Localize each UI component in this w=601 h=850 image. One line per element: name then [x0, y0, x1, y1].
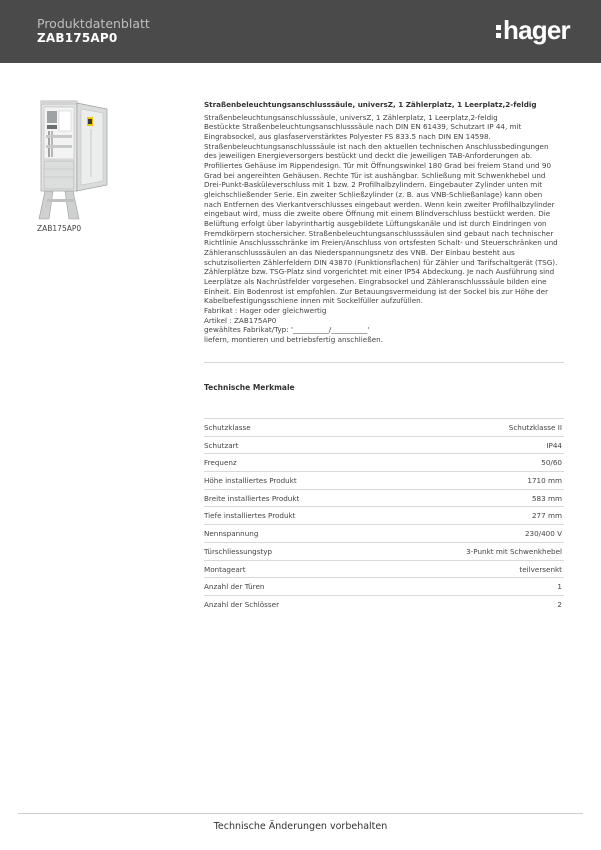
spec-value: 2	[557, 599, 562, 609]
description-line: nach Entfernen des Vierkantverschlusses eingebaut werden. Wenn kein zweiter Profilhalbzylinder	[204, 199, 555, 209]
spec-value: 1710 mm	[527, 476, 562, 486]
technical-specs-table	[204, 418, 564, 613]
description-line: Grad bei angereihten Gehäusen. Rechte Tür ist aushängbar. Schließung mit Schwenkhebel und	[204, 170, 546, 180]
document-header	[0, 0, 601, 63]
spec-label: Tiefe installiertes Produkt	[204, 511, 296, 521]
description-line: Leerplätze als Nachrüstfelder vorgesehen. Eingrabsockel und Zähleranschlusssäule bilden eine	[204, 276, 547, 286]
spec-row-nennspannung	[204, 524, 564, 542]
spec-row-hoehe	[204, 471, 564, 489]
spec-row-montageart	[204, 560, 564, 578]
meter-cabinet-image	[35, 99, 111, 221]
description-line: Zählerplätze bzw. TSG-Platz sind vorgerichtet mit einer IP54 Abdeckung. Je nach Ausführung sind	[204, 267, 555, 277]
spec-label: Anzahl der Schlösser	[204, 599, 280, 609]
spec-label: Türschliessungstyp	[204, 546, 273, 556]
spec-label: Breite installiertes Produkt	[204, 493, 300, 503]
description-line: Fremdkörpern stochersicher. Straßenbeleuchtungsanschlusssäulen sind gebaut nach technischer	[204, 228, 554, 238]
description-line: Eingrabsockel, aus glasfaserverstärktes Polyester FS 833.5 nach DIN EN 14598.	[204, 131, 491, 141]
spec-row-schutzart	[204, 436, 564, 454]
spec-label: Schutzklasse	[204, 423, 251, 432]
description-line: Straßenbeleuchtungsanschlusssäule, universZ, 1 Zählerplatz, 1 Leerplatz,2-feldig	[204, 112, 498, 122]
footer-divider	[18, 813, 583, 814]
spec-label: Schutzart	[204, 440, 239, 450]
spec-row-anzahl-schloesser	[204, 595, 564, 613]
spec-row-tiefe	[204, 506, 564, 524]
spec-row-schutzklasse	[204, 418, 564, 436]
technical-section-title: Technische Merkmale	[204, 383, 295, 392]
spec-value: 50/60	[541, 458, 562, 468]
spec-row-frequenz	[204, 453, 564, 471]
manufacturer-line: Fabrikat : Hager oder gleichwertig	[204, 305, 327, 315]
spec-value: 277 mm	[531, 511, 562, 521]
document-code: ZAB175AP0	[37, 31, 118, 45]
spec-value: 583 mm	[531, 493, 562, 503]
spec-row-anzahl-tueren	[204, 577, 564, 595]
description-line: Kabelbefestigungsschiene innen mit Sockelfüller aufzufüllen.	[204, 296, 423, 306]
spec-label: Montageart	[204, 564, 246, 574]
logo-wordmark: hager	[503, 15, 570, 45]
description-line: Zähleranschlusssäulen an das Niederspannungsnetz des VNB. Der Einbau besteht aus	[204, 247, 515, 257]
product-title: Straßenbeleuchtungsanschlusssäule, universZ, 1 Zählerplatz, 1 Leerplatz,2-feldig	[204, 100, 537, 109]
logo-colon-icon	[496, 17, 501, 43]
section-divider	[204, 362, 564, 363]
spec-row-tuerschliessung	[204, 542, 564, 560]
spec-label: Höhe installiertes Produkt	[204, 476, 297, 486]
spec-row-breite	[204, 489, 564, 507]
spec-value: IP44	[546, 440, 562, 450]
spec-label: Nennspannung	[204, 529, 259, 539]
description-line: Einheit. Ein Bodenrost ist empfohlen. Zur Betauungsvermeidung ist der Sockel bis zur Höhe der	[204, 286, 549, 296]
delivery-line: liefern, montieren und betriebsfertig anschließen.	[204, 334, 383, 344]
image-caption: ZAB175AP0	[37, 224, 82, 233]
description-line: des jeweiligen Energieversorgers bestückt und deckt die jeweiligen TAB-Anforderungen ab.	[204, 151, 533, 161]
spec-label: Anzahl der Türen	[204, 582, 265, 592]
chosen-type-line: gewähltes Fabrikat/Typ: '__________/__________'	[204, 325, 370, 335]
description-line: schutzisolierten Zählerfeldern DIN 43870 (Funktionsflachen) für Zähler und Tarifschaltgerät (TSG).	[204, 257, 558, 267]
document-type: Produktdatenblatt	[37, 16, 150, 31]
spec-value: teilversenkt	[519, 564, 562, 574]
description-line: Drei-Punkt-Basküleverschluss mit 1 bzw. 2 Profilhalbzylindern. Eingebauter Zylinder unten mit	[204, 180, 543, 190]
description-line: Belüftung erfolgt über labyrinthartig ausgebildete Lüftungskanäle und ist durch Eindringen von	[204, 218, 547, 228]
description-line: eingebaut wird, muss die zweite obere Öffnung mit einem Blindverschluss bestückt werden. Die	[204, 209, 551, 219]
description-line: Profiliertes Gehäuse im Rippendesign. Tür mit Öffnungswinkel 180 Grad bei freiem Stand und 90	[204, 160, 552, 170]
spec-value: 3-Punkt mit Schwenkhebel	[466, 546, 562, 556]
description-line: Richtlinie Anschlussschränke im Freien/Anschluss von ortsfesten Schalt- und Steuerschränken und	[204, 238, 558, 248]
spec-value: Schutzklasse II	[508, 423, 562, 432]
spec-value: 1	[557, 582, 562, 592]
article-line: Artikel : ZAB175AP0	[204, 315, 277, 325]
spec-label: Frequenz	[204, 458, 237, 468]
description-line: Straßenbeleuchtungsanschlusssäule ist nach den aktuellen technischen Anschlussbedingungen	[204, 141, 549, 151]
description-line: gleichschließender Serie. Ein zweiter Schließzylinder (z. B. aus VNB-Schließanlage) kann oben	[204, 189, 543, 199]
product-description	[204, 113, 569, 345]
description-line: Bestückte Straßenbeleuchtungsanschlusssäule nach DIN EN 61439, Schutzart IP 44, mit	[204, 122, 522, 132]
footer-note: Technische Änderungen vorbehalten	[213, 821, 388, 832]
hager-logo	[496, 17, 570, 43]
spec-value: 230/400 V	[524, 529, 562, 539]
